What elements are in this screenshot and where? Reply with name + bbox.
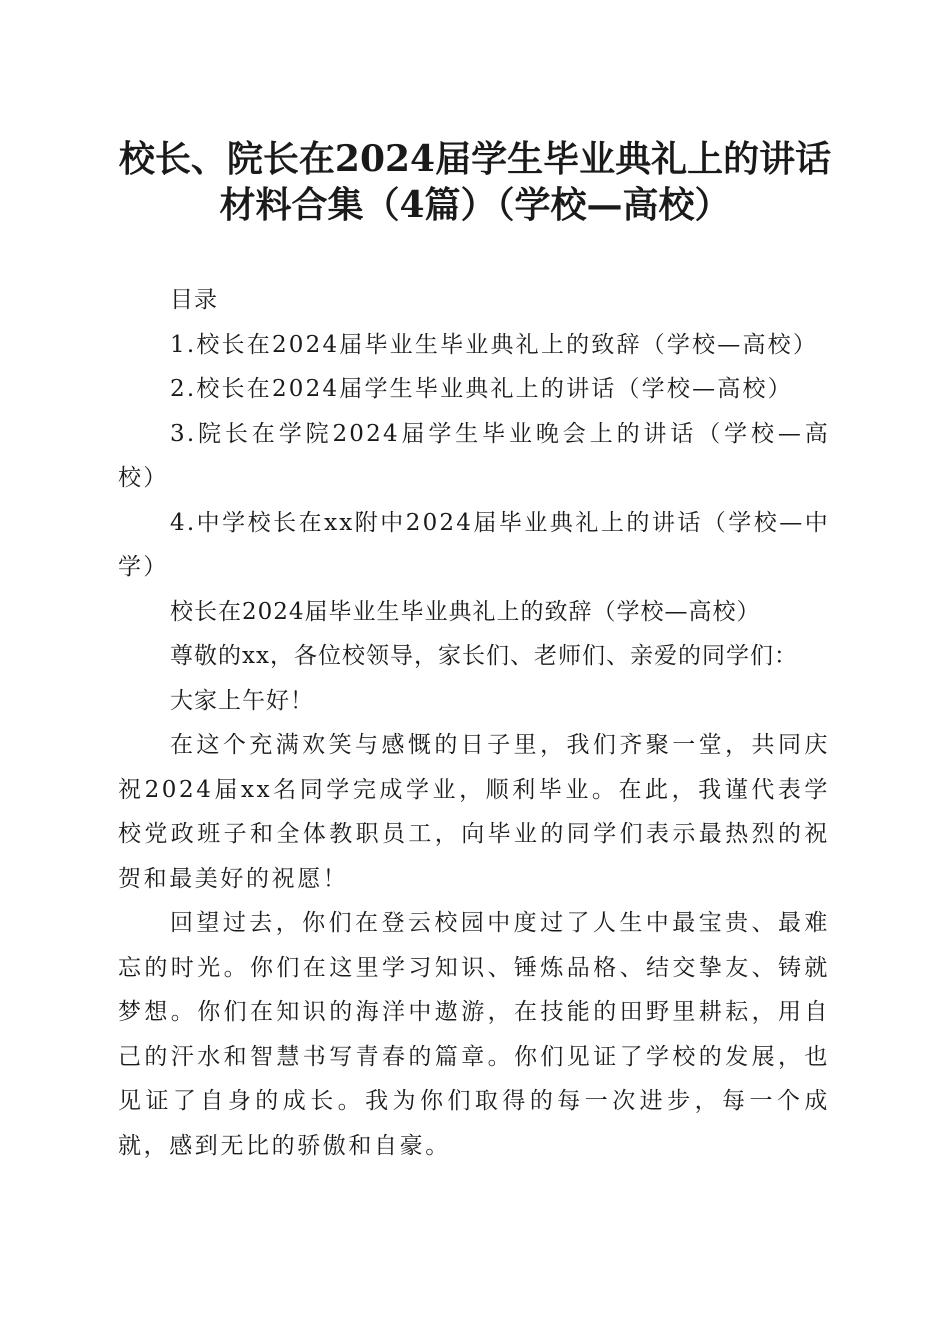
greeting: 大家上午好！ (170, 687, 314, 714)
document-title-line-2: 材料合集（4篇）（学校—高校） (219, 184, 731, 226)
toc-item: 4.中学校长在xx附中2024届毕业典礼上的讲话（学校—中学） (118, 509, 830, 580)
section-title: 校长在2024届毕业生毕业典礼上的致辞（学校—高校） (170, 598, 761, 625)
toc-item: 3.院长在学院2024届学生毕业晚会上的讲话（学校—高校） (118, 420, 830, 491)
salutation: 尊敬的xx，各位校领导，家长们、老师们、亲爱的同学们： (170, 643, 798, 669)
document-title-line-1: 校长、院长在2024届学生毕业典礼上的讲话 (118, 138, 832, 180)
toc-item: 1.校长在2024届毕业生毕业典礼上的致辞（学校—高校） (170, 331, 819, 358)
body-paragraph: 在这个充满欢笑与感慨的日子里，我们齐聚一堂，共同庆祝2024届xx名同学完成学业，顺利毕业。在此，我谨代表学校党政班子和全体教职员工，向毕业的同学们表示最热烈的祝贺和最美好的祝愿！ (118, 732, 830, 892)
toc-heading: 目录 (170, 287, 218, 313)
toc-item: 2.校长在2024届学生毕业典礼上的讲话（学校—高校） (170, 376, 793, 402)
body-paragraph: 回望过去，你们在登云校园中度过了人生中最宝贵、最难忘的时光。你们在这里学习知识、锤炼品格、结交挚友、铸就梦想。你们在知识的海洋中遨游，在技能的田野里耕耘，用自己的汗水和智慧书写青春的篇章。你们见证了学校的发展，也见证了自身的成长。我为你们取得的每一次进步，每一个成就，感到无比的骄傲和自豪。 (118, 910, 830, 1159)
document-body (118, 278, 830, 1168)
